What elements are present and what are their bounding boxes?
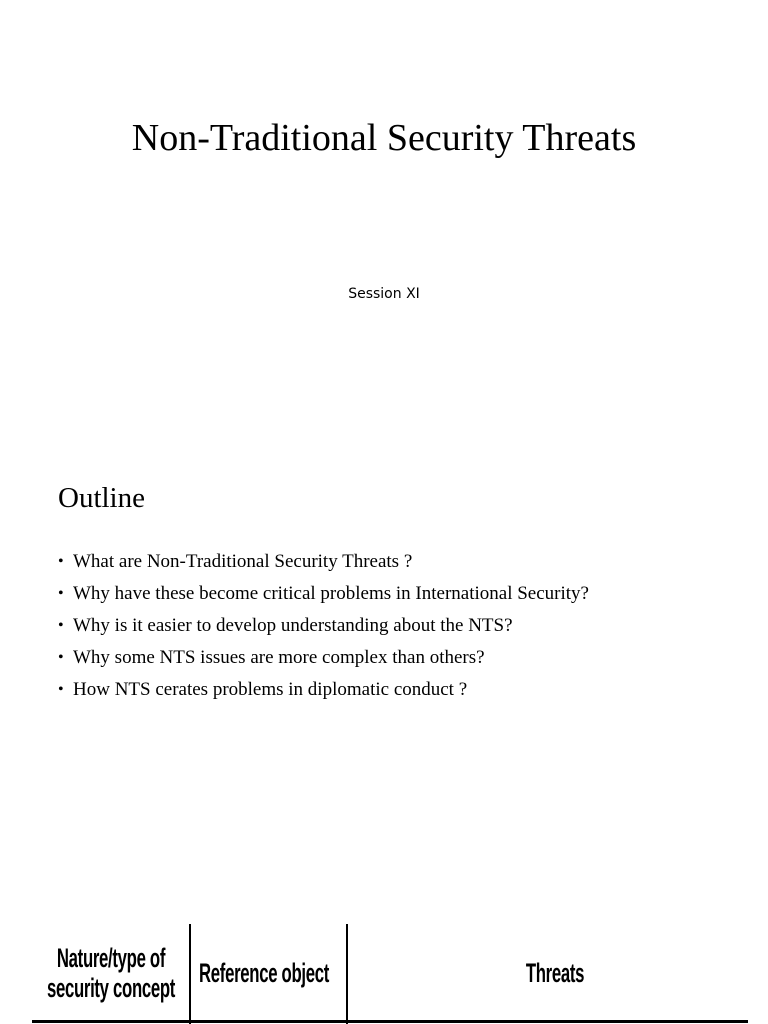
slide-title-text: Non-Traditional Security Threats [131,117,637,159]
column-header-threats: Threats [525,958,585,988]
column-divider [189,924,191,1024]
slide-title [0,0,768,432]
column-header-nature: Nature/type of security concept [46,943,176,1003]
outline-list [58,550,698,710]
column-header-reference: Reference object [199,958,329,988]
slide-security-table [0,882,768,1024]
slide-outline [0,432,768,882]
outline-item: • Why have these become critical problems in International Security? [58,582,698,605]
header-underline [32,1020,748,1023]
outline-item: • What are Non-Traditional Security Threats ? [58,550,698,573]
security-table-header [32,922,748,1024]
outline-item: • Why is it easier to develop understanding about the NTS? [58,614,698,637]
outline-item: • Why some NTS issues are more complex than others? [58,646,698,669]
session-label: Session XI [348,286,420,302]
outline-item: • How NTS cerates problems in diplomatic conduct ? [58,678,698,701]
outline-heading: Outline [58,482,145,514]
column-divider [346,924,348,1024]
